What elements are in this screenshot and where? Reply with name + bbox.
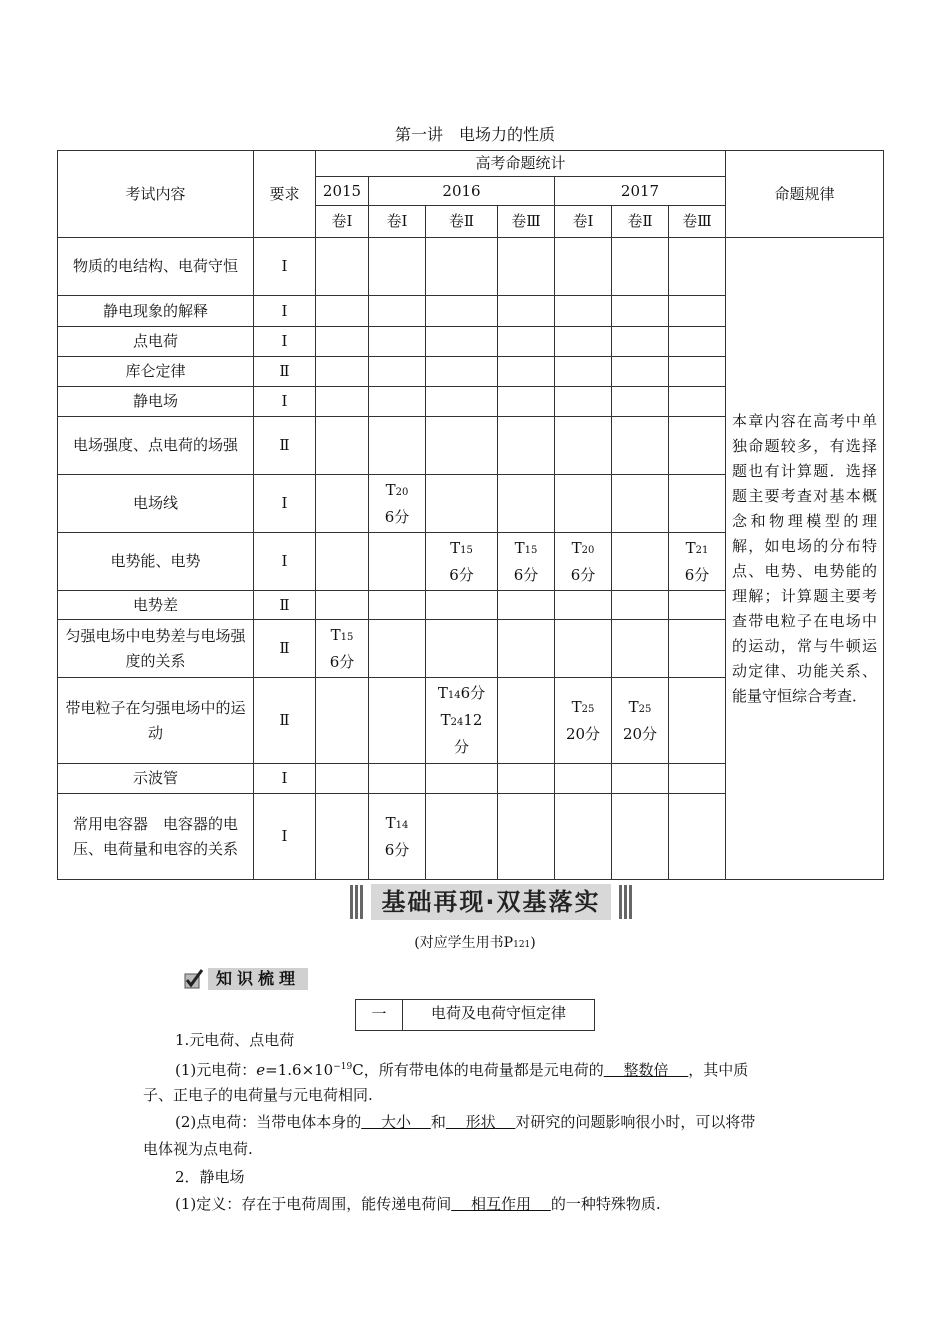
stat-cell	[369, 533, 426, 591]
para-1-line-2: 子、正电子的电荷量与元电荷相同.	[143, 1086, 373, 1104]
stat-cell	[555, 764, 612, 794]
stat-cell	[555, 794, 612, 880]
row-content: 带电粒子在匀强电场中的运动	[58, 678, 254, 764]
section-number: 一	[356, 1000, 403, 1030]
blank-shape: 形状	[465, 1113, 496, 1131]
stat-cell	[316, 357, 369, 387]
row-content: 静电场	[58, 387, 254, 417]
row-requirement: Ⅱ	[254, 591, 316, 620]
banner-left-bars	[350, 885, 363, 919]
stat-cell	[426, 764, 498, 794]
stat-cell	[669, 387, 726, 417]
row-content: 电势能、电势	[58, 533, 254, 591]
header-content: 考试内容	[58, 151, 254, 238]
stat-cell: T146分 T2412 分	[426, 678, 498, 764]
stat-cell: T25 20分	[612, 678, 669, 764]
stat-cell	[612, 238, 669, 296]
stat-cell	[369, 591, 426, 620]
stat-cell	[555, 357, 612, 387]
stat-cell	[669, 238, 726, 296]
stat-cell	[669, 764, 726, 794]
row-requirement: Ⅱ	[254, 620, 316, 678]
row-content: 库仑定律	[58, 357, 254, 387]
knowledge-label: 知识梳理	[208, 968, 308, 990]
stat-cell	[498, 238, 555, 296]
stat-cell	[555, 475, 612, 533]
row-requirement: Ⅰ	[254, 794, 316, 880]
stat-cell	[669, 591, 726, 620]
stat-cell	[316, 238, 369, 296]
row-requirement: Ⅱ	[254, 357, 316, 387]
section-heading-box	[355, 999, 595, 1031]
stat-cell	[426, 238, 498, 296]
row-content: 电场线	[58, 475, 254, 533]
stat-cell	[369, 238, 426, 296]
stat-cell	[612, 417, 669, 475]
blank-integer-multiple: 整数倍	[623, 1061, 669, 1079]
year-2017: 2017	[555, 177, 726, 206]
stat-cell	[612, 764, 669, 794]
stat-cell	[316, 794, 369, 880]
row-requirement: Ⅰ	[254, 764, 316, 794]
stat-cell: T21 6分	[669, 533, 726, 591]
stat-cell	[555, 296, 612, 327]
stat-cell	[555, 620, 612, 678]
stat-cell	[369, 417, 426, 475]
stat-cell	[555, 327, 612, 357]
stat-cell	[612, 357, 669, 387]
stat-cell	[426, 327, 498, 357]
header-stats: 高考命题统计	[316, 151, 726, 177]
stat-cell	[612, 296, 669, 327]
stat-cell	[498, 387, 555, 417]
stat-cell	[498, 678, 555, 764]
stat-cell	[612, 475, 669, 533]
row-requirement: Ⅰ	[254, 296, 316, 327]
stat-cell	[426, 475, 498, 533]
stat-cell	[555, 417, 612, 475]
stat-cell	[369, 678, 426, 764]
stat-cell	[612, 327, 669, 357]
section-banner	[328, 881, 654, 923]
stat-cell	[669, 794, 726, 880]
row-content: 电场强度、点电荷的场强	[58, 417, 254, 475]
paper-col-2: 卷Ⅱ	[426, 206, 498, 238]
stat-cell	[612, 387, 669, 417]
stat-cell	[316, 678, 369, 764]
stat-cell	[498, 327, 555, 357]
stat-cell	[369, 620, 426, 678]
row-content: 匀强电场中电势差与电场强度的关系	[58, 620, 254, 678]
stat-cell	[498, 591, 555, 620]
stat-cell	[426, 794, 498, 880]
row-requirement: Ⅱ	[254, 417, 316, 475]
para-3: (1)定义：存在于电荷周围，能传递电荷间 相互作用 的一种特殊物质.	[175, 1195, 661, 1213]
stat-cell	[316, 387, 369, 417]
stat-cell	[316, 764, 369, 794]
blank-size: 大小	[381, 1113, 412, 1131]
stat-cell	[555, 591, 612, 620]
year-2015: 2015	[316, 177, 369, 206]
header-rule: 命题规律	[726, 151, 884, 238]
stat-cell	[369, 296, 426, 327]
row-content: 静电现象的解释	[58, 296, 254, 327]
stat-cell	[669, 417, 726, 475]
stat-cell	[426, 417, 498, 475]
stat-cell	[426, 357, 498, 387]
paper-col-5: 卷Ⅱ	[612, 206, 669, 238]
stat-cell	[612, 620, 669, 678]
row-requirement: Ⅰ	[254, 475, 316, 533]
row-content: 物质的电结构、电荷守恒	[58, 238, 254, 296]
stat-cell	[498, 794, 555, 880]
row-content: 示波管	[58, 764, 254, 794]
stat-cell	[498, 417, 555, 475]
stat-cell: T15 6分	[498, 533, 555, 591]
stat-cell	[369, 357, 426, 387]
knowledge-header	[182, 968, 308, 990]
stat-cell	[316, 591, 369, 620]
para-1-line-1: (1)元电荷：$e=1.6\times 10^{-19}C$，所有带电体的电荷量都是元电荷的 整数倍 ，其中质	[175, 1061, 749, 1079]
paper-col-3: 卷Ⅲ	[498, 206, 555, 238]
row-requirement: Ⅰ	[254, 387, 316, 417]
row-requirement: Ⅰ	[254, 327, 316, 357]
exam-stats-table	[57, 150, 884, 880]
heading-2: 2．静电场	[175, 1168, 245, 1186]
paper-col-4: 卷Ⅰ	[555, 206, 612, 238]
stat-cell	[612, 591, 669, 620]
stat-cell	[316, 327, 369, 357]
table-row	[58, 238, 884, 296]
stat-cell	[669, 620, 726, 678]
stat-cell	[426, 296, 498, 327]
stat-cell	[669, 678, 726, 764]
para-2-line-2: 电体视为点电荷.	[143, 1140, 253, 1158]
paper-col-0: 卷Ⅰ	[316, 206, 369, 238]
stat-cell: T15 6分	[426, 533, 498, 591]
stat-cell	[498, 475, 555, 533]
heading-1: 1.元电荷、点电荷	[175, 1031, 295, 1049]
banner-title: 基础再现·双基落实	[371, 884, 610, 920]
stat-cell	[669, 296, 726, 327]
section-name: 电荷及电荷守恒定律	[430, 1004, 566, 1022]
stat-cell	[669, 357, 726, 387]
stat-cell	[498, 296, 555, 327]
row-content: 点电荷	[58, 327, 254, 357]
year-2016: 2016	[369, 177, 555, 206]
paper-col-1: 卷Ⅰ	[369, 206, 426, 238]
stat-cell	[369, 327, 426, 357]
row-requirement: Ⅱ	[254, 678, 316, 764]
blank-interaction: 相互作用	[471, 1195, 532, 1213]
row-content: 电势差	[58, 591, 254, 620]
stat-cell	[369, 387, 426, 417]
row-requirement: Ⅰ	[254, 238, 316, 296]
stat-cell	[669, 475, 726, 533]
rule-description: 本章内容在高考中单独命题较多，有选择题也有计算题．选择题主要考查对基本概念和物理模型的理解，如电场的分布特点、电势、电势能的理解；计算题主要考查带电粒子在电场中的运动，常与牛顿运动定律、功能关系、能量守恒综合考查．	[726, 238, 884, 880]
stat-cell	[426, 387, 498, 417]
stat-cell	[426, 591, 498, 620]
stat-cell	[316, 475, 369, 533]
doc-title: 第一讲 电场力的性质	[394, 125, 555, 144]
para-2-line-1: (2)点电荷：当带电体本身的 大小 和 形状 对研究的问题影响很小时，可以将带	[175, 1113, 756, 1131]
stat-cell	[669, 327, 726, 357]
stat-cell	[498, 620, 555, 678]
stat-cell	[498, 357, 555, 387]
stat-cell	[316, 296, 369, 327]
stat-cell	[426, 620, 498, 678]
stat-cell: T14 6分	[369, 794, 426, 880]
stat-cell	[555, 238, 612, 296]
paper-col-6: 卷Ⅲ	[669, 206, 726, 238]
stat-cell	[316, 417, 369, 475]
stat-cell	[555, 387, 612, 417]
stat-cell: T15 6分	[316, 620, 369, 678]
stat-cell	[316, 533, 369, 591]
checkmark-icon	[182, 968, 204, 990]
banner-right-bars	[619, 885, 632, 919]
row-content: 常用电容器 电容器的电压、电荷量和电容的关系	[58, 794, 254, 880]
stat-cell	[498, 764, 555, 794]
row-requirement: Ⅰ	[254, 533, 316, 591]
stat-cell: T20 6分	[369, 475, 426, 533]
stat-cell	[612, 533, 669, 591]
stat-cell	[369, 764, 426, 794]
stat-cell	[612, 794, 669, 880]
stat-cell: T20 6分	[555, 533, 612, 591]
stat-cell: T25 20分	[555, 678, 612, 764]
header-requirement: 要求	[254, 151, 316, 238]
book-reference: (对应学生用书P121)	[414, 935, 536, 951]
